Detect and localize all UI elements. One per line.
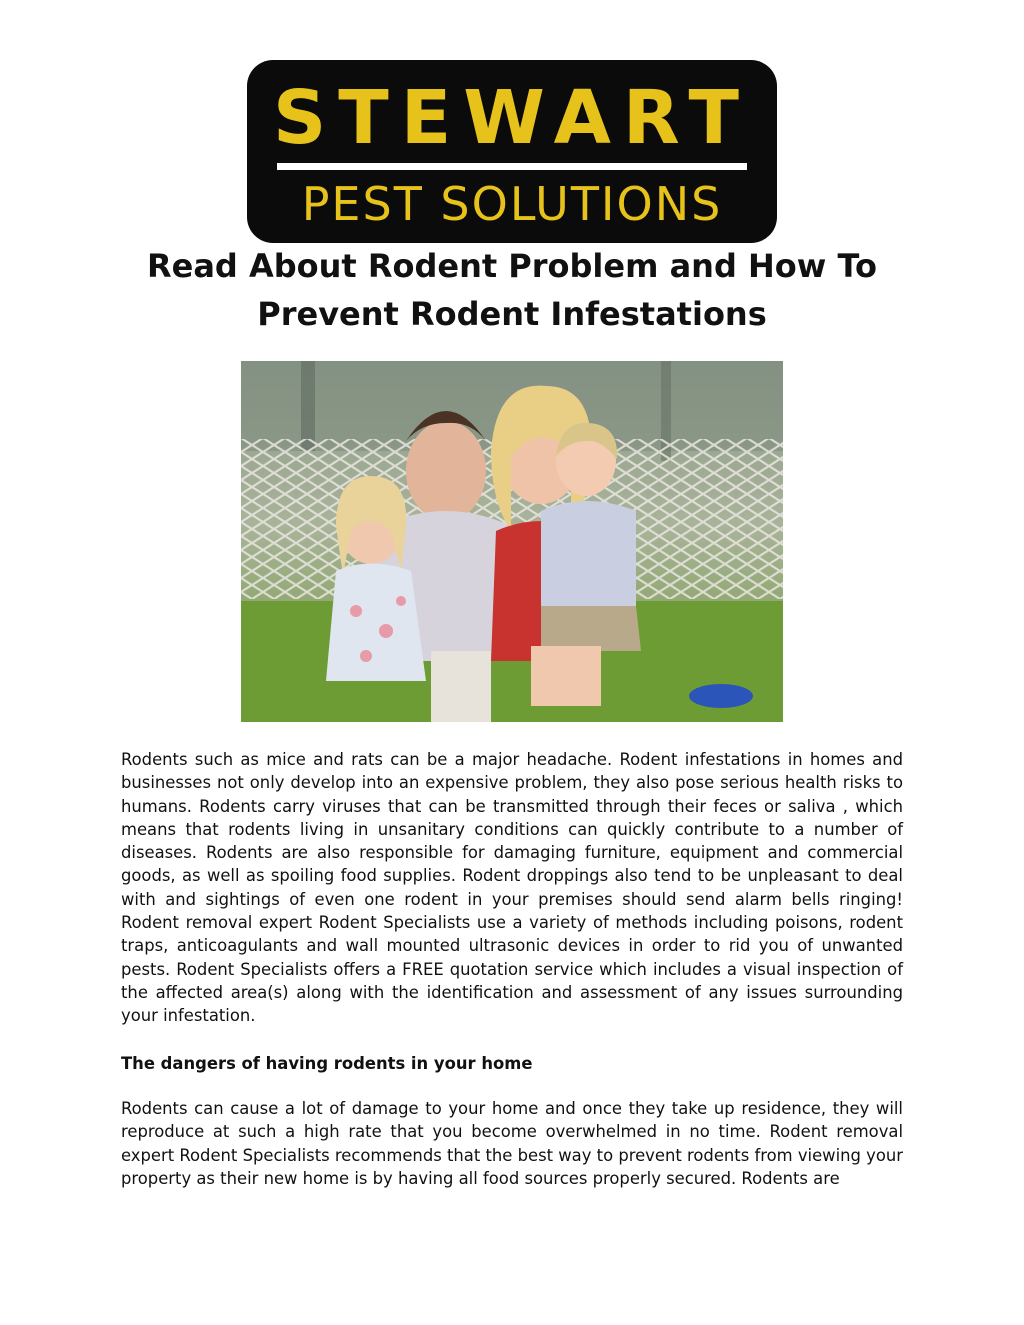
stewart-pest-solutions-logo (247, 60, 777, 243)
family-photo-illustration (241, 361, 783, 722)
logo-tagline: PEST SOLUTIONS (301, 177, 723, 231)
page-title: Read About Rodent Problem and How To Prevent Rodent Infestations (146, 247, 878, 333)
intro-paragraph: Rodents such as mice and rats can be a major headache. Rodent infestations in homes and businesses not only develop into an expensive problem, they also pose serious health risks to humans. Rodents carry viruses that can be transmitted through their feces or saliva , which means that rodents living in unsanitary conditions can quickly contribute to a number of diseases. Rodents are also responsible for damaging furniture, equipment and commercial goods, as well as spoiling food supplies. Rodent droppings also tend to be unpleasant to deal with and sightings of even one rodent in your premises should send alarm bells ringing! Rodent removal expert Rodent Specialists use a variety of methods including poisons, rodent traps, anticoagulants and wall mounted ultrasonic devices in order to rid you of unwanted pests. Rodent Specialists offers a FREE quotation service which includes a visual inspection of the affected area(s) along with the identification and assessment of any issues surrounding your infestation. (121, 750, 903, 1026)
family-photo (241, 361, 783, 722)
logo-brand: STEWART (272, 75, 752, 161)
logo-divider (277, 163, 747, 170)
section-heading: The dangers of having rodents in your home (121, 1054, 533, 1073)
body-paragraph: Rodents can cause a lot of damage to your home and once they take up residence, they will reproduce at such a high rate that you become overwhelmed in no time. Rodent removal expert Rodent Specialists recommends that the best way to prevent rodents from viewing your property as their new home is by having all food sources properly secured. Rodents are (121, 1099, 903, 1188)
